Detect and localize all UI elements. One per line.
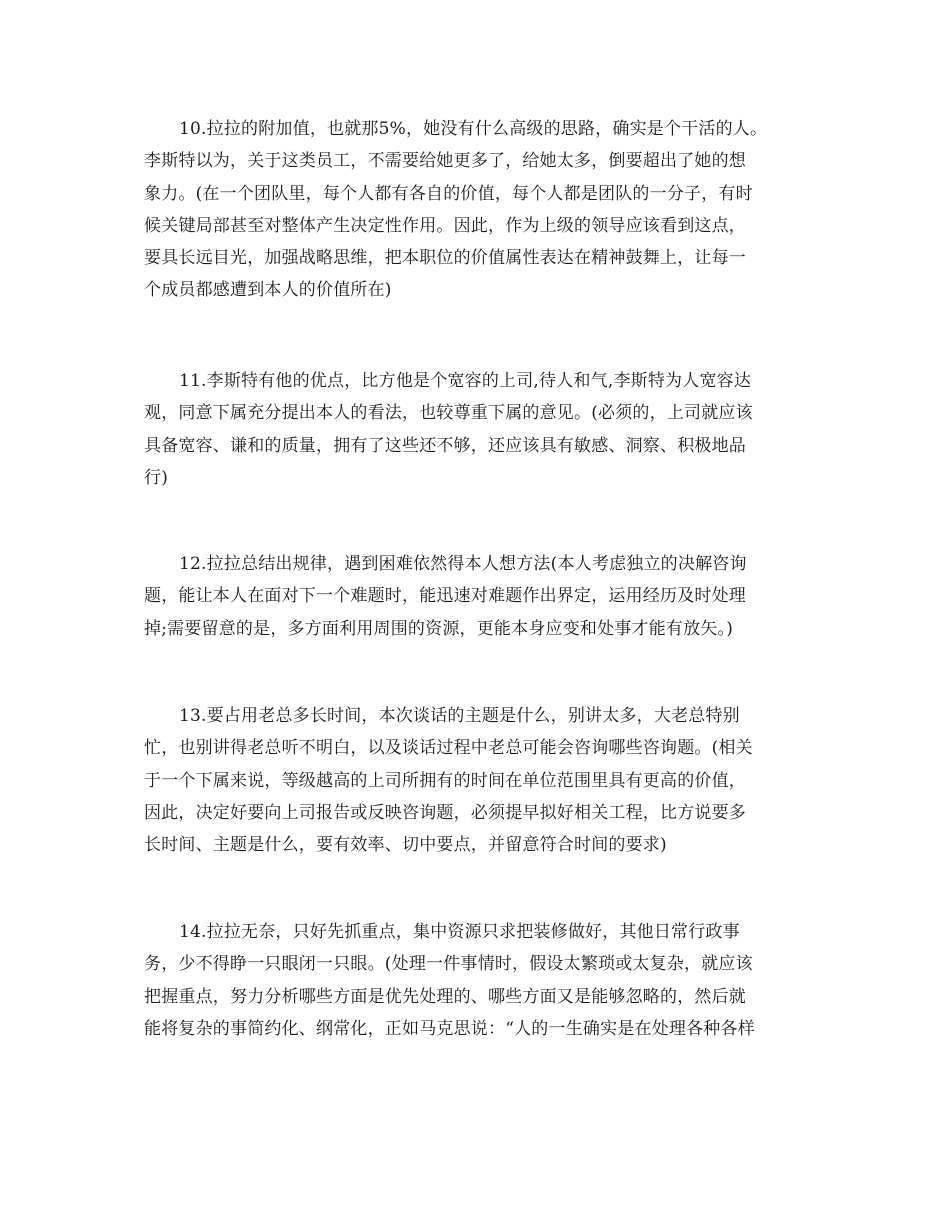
text-line: 候关键局部甚至对整体产生决定性作用。因此，作为上级的领导应该看到这点， — [144, 215, 746, 236]
text-line: 12.拉拉总结出规律，遇到困难依然得本人想方法(本人考虑独立的决解咨询 — [179, 554, 747, 574]
text-line: 于一个下属来说，等级越高的上司所拥有的时间在单位范围里具有更高的价值， — [144, 770, 746, 791]
text-line: 13.要占用老总多长时间，本次谈话的主题是什么，别讲太多，大老总特别 — [179, 706, 740, 726]
text-line: 长时间、主题是什么，要有效率、切中要点，并留意符合时间的要求) — [144, 835, 667, 856]
text-line: 行) — [144, 467, 169, 488]
text-line: 务，少不得睁一只眼闭一只眼。(处理一件事情时，假设太繁琐或太复杂，就应该 — [144, 954, 753, 975]
text-line: 把握重点，努力分析哪些方面是优先处理的、哪些方面又是能够忽略的，然后就 — [144, 986, 746, 1007]
text-line: 李斯特以为，关于这类员工，不需要给她更多了，给她太多，倒要超出了她的想 — [144, 151, 746, 172]
paragraph-12 — [144, 548, 809, 645]
text-line: 个成员都感遭到本人的价值所在) — [144, 280, 392, 301]
paragraph-11 — [144, 365, 809, 494]
paragraph-14 — [144, 916, 809, 1045]
paragraph-10 — [144, 113, 809, 307]
text-line: 掉;需要留意的是，多方面利用周围的资源，更能本身应变和处事才能有放矢。) — [144, 618, 734, 639]
text-line: 10.拉拉的附加值，也就那5%，她没有什么高级的思路，确实是个干活的人。 — [179, 119, 768, 139]
text-line: 题，能让本人在面对下一个难题时，能迅速对难题作出界定，运用经历及时处理 — [144, 586, 746, 607]
text-line: 11.李斯特有他的优点，比方他是个宽容的上司,待人和气,李斯特为人宽容达 — [179, 371, 752, 391]
text-line: 要具长远目光，加强战略思维，把本职位的价值属性表达在精神鼓舞上，让每一 — [144, 248, 746, 269]
text-line: 象力。(在一个团队里，每个人都有各自的价值，每个人都是团队的一分子，有时 — [144, 183, 753, 204]
text-line: 忙，也别讲得老总听不明白，以及谈话过程中老总可能会咨询哪些咨询题。(相关 — [144, 738, 753, 759]
text-line: 因此，决定好要向上司报告或反映咨询题，必须提早拟好相关工程，比方说要多 — [144, 802, 746, 823]
text-line: 观，同意下属充分提出本人的看法，也较尊重下属的意见。(必须的，上司就应该 — [144, 403, 753, 424]
text-line: 具备宽容、谦和的质量，拥有了这些还不够，还应该具有敏感、洞察、积极地品 — [144, 435, 746, 456]
paragraph-13 — [144, 700, 809, 861]
text-line: 能将复杂的事简约化、纲常化，正如马克思说：“人的一生确实是在处理各种各样 — [144, 1018, 755, 1039]
text-line: 14.拉拉无奈，只好先抓重点，集中资源只求把装修做好，其他日常行政事 — [179, 922, 740, 942]
